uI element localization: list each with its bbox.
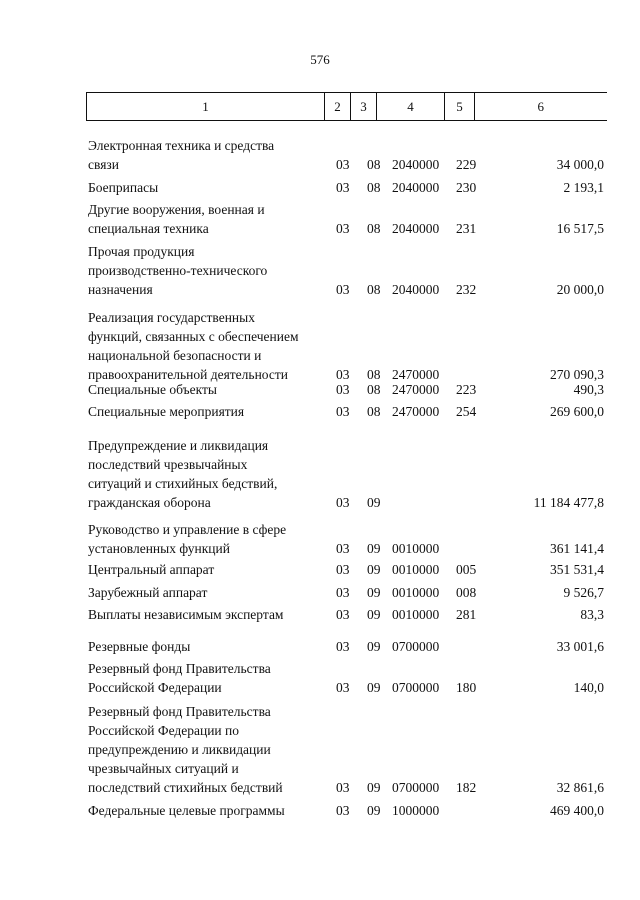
target-article-code: 0010000: [392, 607, 440, 622]
row-label: Прочая продукция производственно-технического назначения: [88, 244, 268, 297]
section-code: 03: [336, 404, 350, 419]
row-label: Резервные фонды: [88, 639, 191, 654]
target-article-code: 0010000: [392, 541, 440, 556]
target-article-code: 2470000: [392, 404, 440, 419]
row-label: Боеприпасы: [88, 180, 159, 195]
subsection-code: 08: [367, 221, 381, 236]
page-number: 576: [310, 52, 330, 67]
row-label: Резервный фонд Правительства Российской Федерации: [88, 661, 271, 695]
section-code: 03: [336, 607, 350, 622]
row-amount: 351 531,4: [550, 562, 604, 577]
section-code: 03: [336, 780, 350, 795]
expense-type-code: 230: [456, 180, 477, 195]
expense-type-code: 182: [456, 780, 477, 795]
subsection-code: 08: [367, 180, 381, 195]
row-amount: 2 193,1: [563, 180, 604, 195]
column-header-6: 6: [475, 93, 607, 121]
section-code: 03: [336, 562, 350, 577]
column-header-5: 5: [445, 93, 475, 121]
section-code: 03: [336, 282, 350, 297]
target-article-code: 2040000: [392, 282, 440, 297]
row-amount: 270 090,3: [550, 367, 604, 382]
expense-type-code: 229: [456, 157, 477, 172]
column-header-4: 4: [377, 93, 445, 121]
row-amount: 269 600,0: [550, 404, 604, 419]
expense-type-code: 232: [456, 282, 477, 297]
target-article-code: 2470000: [392, 367, 440, 382]
expense-type-code: 008: [456, 585, 477, 600]
section-code: 03: [336, 180, 350, 195]
subsection-code: 09: [367, 541, 381, 556]
subsection-code: 08: [367, 382, 381, 397]
row-amount: 83,3: [580, 607, 604, 622]
row-amount: 32 861,6: [556, 780, 604, 795]
row-amount: 11 184 477,8: [533, 495, 604, 510]
target-article-code: 0700000: [392, 680, 440, 695]
subsection-code: 09: [367, 780, 381, 795]
row-amount: 490,3: [573, 382, 604, 397]
target-article-code: 2040000: [392, 221, 440, 236]
target-article-code: 2040000: [392, 157, 440, 172]
row-label: Федеральные целевые программы: [88, 803, 285, 818]
subsection-code: 08: [367, 282, 381, 297]
subsection-code: 09: [367, 803, 381, 818]
section-code: 03: [336, 495, 350, 510]
expense-type-code: 005: [456, 562, 477, 577]
target-article-code: 2040000: [392, 180, 440, 195]
row-label: Предупреждение и ликвидация последствий чрезвычайных ситуаций и стихийных бедствий, гражданская оборона: [88, 438, 278, 510]
expense-type-code: 180: [456, 680, 477, 695]
section-code: 03: [336, 680, 350, 695]
section-code: 03: [336, 367, 350, 382]
row-label: Другие вооружения, военная и специальная техника: [88, 202, 265, 236]
row-label: Специальные объекты: [88, 382, 217, 397]
row-label: Зарубежный аппарат: [88, 585, 208, 600]
subsection-code: 09: [367, 680, 381, 695]
target-article-code: 1000000: [392, 803, 440, 818]
subsection-code: 09: [367, 585, 381, 600]
row-label: Центральный аппарат: [88, 562, 215, 577]
section-code: 03: [336, 585, 350, 600]
expense-type-code: 281: [456, 607, 477, 622]
section-code: 03: [336, 221, 350, 236]
column-header-row: [87, 93, 607, 121]
column-header-3: 3: [351, 93, 377, 121]
subsection-code: 09: [367, 607, 381, 622]
row-amount: 16 517,5: [556, 221, 604, 236]
row-amount: 361 141,4: [550, 541, 604, 556]
expense-type-code: 254: [456, 404, 477, 419]
column-header-table: [86, 92, 607, 121]
row-label: Реализация государственных функций, связанных с обеспечением национальной безопасности и правоохранительной деятельности: [88, 310, 299, 382]
section-code: 03: [336, 157, 350, 172]
target-article-code: 0700000: [392, 780, 440, 795]
row-label: Выплаты независимым экспертам: [88, 607, 284, 622]
section-code: 03: [336, 541, 350, 556]
subsection-code: 09: [367, 639, 381, 654]
column-header-2: 2: [325, 93, 351, 121]
subsection-code: 08: [367, 367, 381, 382]
expense-type-code: 223: [456, 382, 477, 397]
row-amount: 9 526,7: [563, 585, 604, 600]
row-label: Электронная техника и средства связи: [88, 138, 275, 172]
target-article-code: 0700000: [392, 639, 440, 654]
row-amount: 140,0: [573, 680, 604, 695]
row-amount: 34 000,0: [556, 157, 604, 172]
section-code: 03: [336, 803, 350, 818]
row-label: Руководство и управление в сфере установленных функций: [88, 522, 287, 556]
column-header-1: 1: [87, 93, 325, 121]
expense-type-code: 231: [456, 221, 477, 236]
row-label: Специальные мероприятия: [88, 404, 245, 419]
target-article-code: 0010000: [392, 562, 440, 577]
row-label: Резервный фонд Правительства Российской Федерации по предупреждению и ликвидации чрезвычайных ситуаций и последствий стихийных бедствий: [88, 704, 283, 795]
section-code: 03: [336, 382, 350, 397]
subsection-code: 08: [367, 157, 381, 172]
target-article-code: 0010000: [392, 585, 440, 600]
subsection-code: 09: [367, 495, 381, 510]
subsection-code: 08: [367, 404, 381, 419]
target-article-code: 2470000: [392, 382, 440, 397]
section-code: 03: [336, 639, 350, 654]
subsection-code: 09: [367, 562, 381, 577]
row-amount: 20 000,0: [556, 282, 604, 297]
row-amount: 33 001,6: [556, 639, 604, 654]
row-amount: 469 400,0: [550, 803, 604, 818]
